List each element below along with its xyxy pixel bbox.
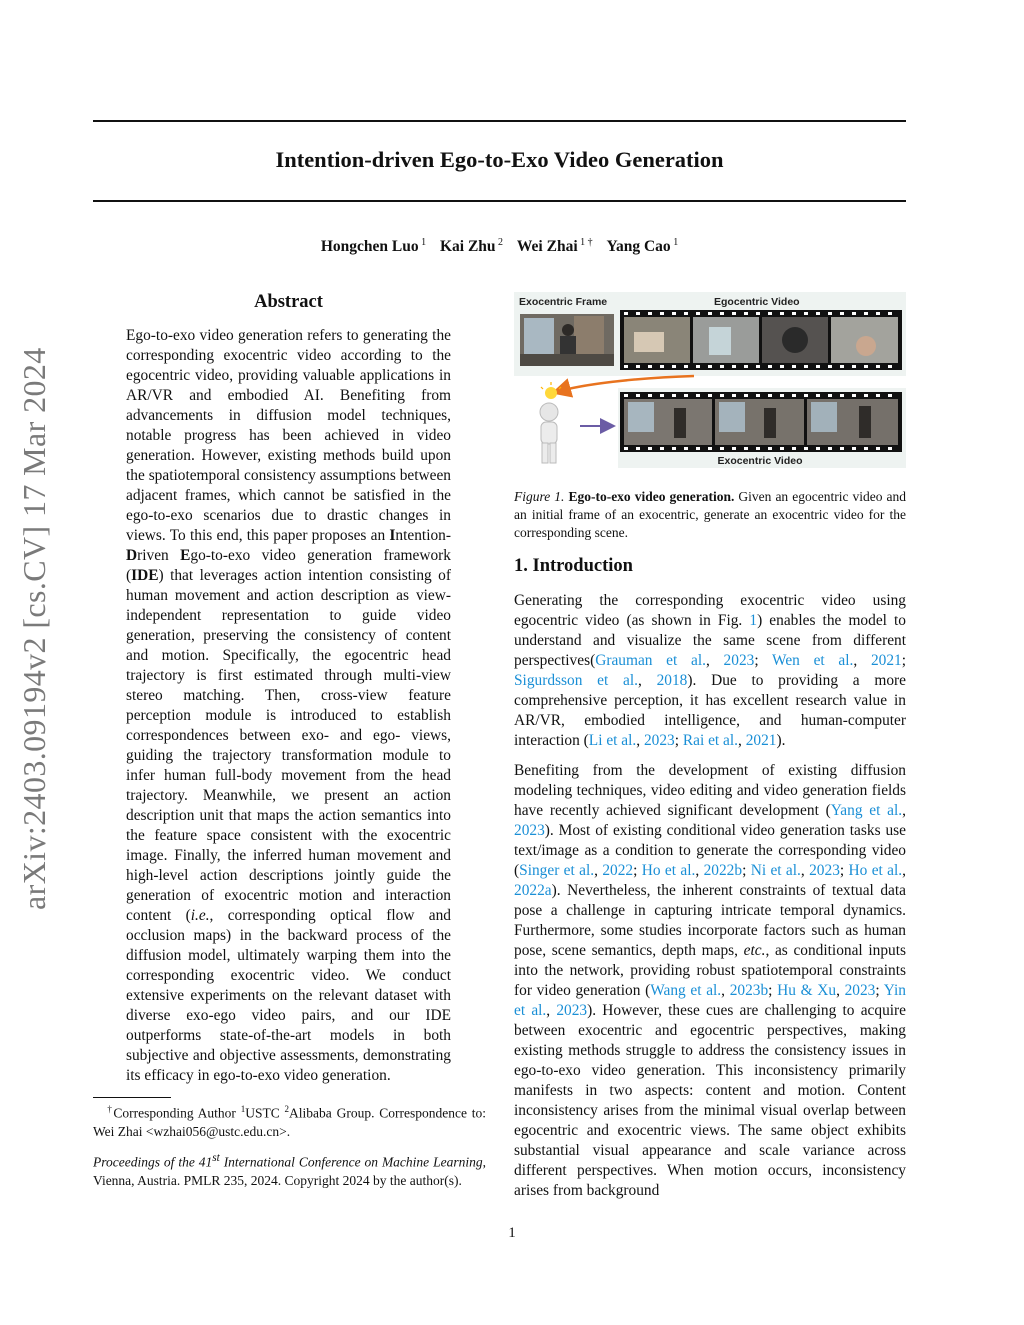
paragraph-text: , bbox=[721, 982, 730, 999]
author: Wei Zhai $^{1 \dagger}$ bbox=[516, 237, 593, 256]
paragraph-text: , bbox=[695, 862, 704, 879]
paragraph-text: ; bbox=[875, 982, 884, 999]
introduction-heading: 1. Introduction bbox=[514, 556, 633, 576]
citation-link[interactable]: 2023 bbox=[556, 1002, 588, 1019]
citation-link[interactable]: Yin et al. bbox=[514, 982, 906, 1019]
paragraph-text: ; bbox=[901, 652, 907, 669]
citation-link[interactable]: 1 bbox=[749, 612, 758, 629]
paragraph-text: ) enables the model to understand and visualize the same scene from different perspectives( bbox=[514, 612, 906, 669]
citation-link[interactable]: Hu & Xu bbox=[777, 982, 837, 999]
citation-link[interactable]: Singer et al. bbox=[519, 862, 595, 879]
citation-link[interactable]: 2021 bbox=[745, 732, 777, 749]
paragraph-text: ). Most of existing conditional video generation tasks use text/image as a condition to generate the corresponding video ( bbox=[514, 822, 906, 879]
italic-text: etc. bbox=[743, 942, 766, 959]
figure-1-caption: Figure 1. Ego-to-exo video generation. Given an egocentric video and an initial frame of an exocentric, generate an exocentric video for the corresponding scene. bbox=[514, 489, 906, 540]
title-bottom-rule bbox=[93, 200, 906, 202]
paragraph-text: , as conditional inputs into the network, providing robust spatiotemporal constraints for video generation ( bbox=[514, 942, 906, 999]
citation-link[interactable]: 2022a bbox=[514, 882, 552, 899]
paragraph-text: ; bbox=[768, 982, 778, 999]
paragraph-text: ; bbox=[674, 732, 683, 749]
egocentric-video-label: Egocentric Video bbox=[714, 296, 800, 308]
citation-link[interactable]: Wang et al. bbox=[650, 982, 722, 999]
abstract-heading: Abstract bbox=[254, 292, 323, 312]
exocentric-frame-label: Exocentric Frame bbox=[519, 296, 608, 308]
figure-1 bbox=[514, 292, 906, 468]
author: Kai Zhu $^2$ bbox=[439, 237, 504, 256]
intro-paragraph-1 bbox=[514, 591, 906, 751]
proceedings-footnote: Proceedings of the 41st International Conference on Machine Learning, Vienna, Austria. PMLR 235, 2024. Copyright 2024 by the author(s). bbox=[93, 1152, 486, 1188]
corresponding-author-footnote: †Corresponding Author $^1$USTC $^2$Alibaba Group. Correspondence to: Wei Zhai <wzhai056@ustc.edu.cn>. bbox=[93, 1104, 487, 1139]
paragraph-text: Generating the corresponding exocentric video using egocentric video (as shown in Fig. bbox=[514, 592, 906, 629]
citation-link[interactable]: Ho et al. bbox=[641, 862, 696, 879]
paragraph-text: , bbox=[594, 862, 603, 879]
egocentric-filmstrip bbox=[620, 310, 902, 370]
intro-paragraph-2 bbox=[514, 761, 906, 1201]
paragraph-text: ). Due to providing a more comprehensive perception, it has excellent research value in AR/VR, embodied intelligence, and human-computer interaction ( bbox=[514, 672, 906, 749]
citation-link[interactable]: Rai et al. bbox=[682, 732, 738, 749]
top-rule bbox=[93, 120, 906, 122]
footnote-rule bbox=[93, 1097, 171, 1098]
paragraph-text: , bbox=[737, 732, 746, 749]
citation-link[interactable]: Wen et al. bbox=[772, 652, 854, 669]
arxiv-stamp: arXiv:2403.09194v2 [cs.CV] 17 Mar 2024 bbox=[16, 347, 52, 910]
page-number: 1 bbox=[508, 1225, 516, 1241]
citation-link[interactable]: 2018 bbox=[656, 672, 688, 689]
paragraph-text: , bbox=[902, 862, 906, 879]
citation-link[interactable]: 2022b bbox=[703, 862, 743, 879]
paragraph-text: Benefiting from the development of existing diffusion modeling techniques, video editing and video generation fields have recently achieved significant development ( bbox=[514, 762, 906, 819]
paragraph-text: ; bbox=[839, 862, 849, 879]
paragraph-text: , bbox=[836, 982, 845, 999]
citation-link[interactable]: 2023 bbox=[723, 652, 755, 669]
citation-link[interactable]: 2021 bbox=[870, 652, 902, 669]
paragraph-text: ). However, these cues are challenging to acquire between exocentric and egocentric perspectives, making existing methods struggle to address the consistency issues in ego-to-exo video generation. This inconsistency primarily manifests in two aspects: content and motion. Content inconsistency arises from the minimal visual overlap between egocentric and exocentric views. The same object exhibits substantial visual appearance and scale variance across different perspectives. When motion occurs, inconsistency arises from background bbox=[514, 1002, 906, 1199]
citation-link[interactable]: 2023b bbox=[729, 982, 769, 999]
citation-link[interactable]: Yang et al. bbox=[830, 802, 903, 819]
paragraph-text: ; bbox=[633, 862, 642, 879]
citation-link[interactable]: Ho et al. bbox=[848, 862, 903, 879]
author-list bbox=[93, 237, 906, 256]
paragraph-text: , bbox=[902, 802, 906, 819]
citation-link[interactable]: 2023 bbox=[809, 862, 840, 879]
citation-link[interactable]: Li et al. bbox=[588, 732, 637, 749]
citation-link[interactable]: Grauman et al. bbox=[595, 652, 706, 669]
citation-link[interactable]: 2023 bbox=[643, 732, 675, 749]
abstract-body: Ego-to-exo video generation refers to generating the corresponding exocentric video according to the egocentric video, providing valuable applications in AR/VR and embodied AI. Benefiting from advancements in diffusion model techniques, notable progress has been achieved in video generation. However, existing methods build upon the spatiotemporal consistency assumptions between adjacent frames, which cannot be satisfied in the ego-to-exo scenarios due to drastic changes in views. To this end, this paper proposes an Intention-Driven Ego-to-exo video generation framework (IDE) that leverages action intention consisting of human movement and action description as view-independent representation to guide video generation, preserving the consistency of content and motion. Specifically, the egocentric head trajectory is first estimated through multi-view stereo matching. Then, cross-view feature perception module is introduced to establish correspondences between exo- and ego- views, guiding the trajectory transformation module to infer human full-body movement from the head trajectory. Meanwhile, we present an action description unit that maps the action semantics into the feature space consistent with the exocentric image. Finally, the inferred human movement and high-level action descriptions jointly guide the generation of exocentric motion and interaction content (i.e., corresponding optical flow and occlusion maps) in the backward process of the diffusion model, ultimately warping them into the corresponding exocentric video. We conduct extensive experiments on the relevant dataset with diverse exo-ego video pairs, and our IDE outperforms state-of-the-art models in both subjective and objective assessments, demonstrating its efficacy in ego-to-exo video generation. bbox=[126, 327, 451, 1084]
paper-title: Intention-driven Ego-to-Exo Video Generation bbox=[275, 147, 724, 172]
citation-link[interactable]: 2023 bbox=[844, 982, 876, 999]
exocentric-video-label: Exocentric Video bbox=[717, 455, 803, 467]
paragraph-text: , bbox=[636, 732, 644, 749]
paragraph-text: , bbox=[705, 652, 724, 669]
paragraph-text: , bbox=[800, 862, 810, 879]
citation-link[interactable]: 2022 bbox=[602, 862, 634, 879]
paragraph-text: ; bbox=[754, 652, 773, 669]
citation-link[interactable]: Sigurdsson et al. bbox=[514, 672, 638, 689]
author: Hongchen Luo $^1$ bbox=[320, 237, 427, 256]
citation-link[interactable]: Ni et al. bbox=[750, 862, 801, 879]
paragraph-text: , bbox=[637, 672, 657, 689]
paragraph-text: ; bbox=[742, 862, 751, 879]
paragraph-text: , bbox=[546, 1002, 557, 1019]
paragraph-text: , bbox=[853, 652, 871, 669]
paragraph-text: ). bbox=[776, 732, 786, 749]
citation-link[interactable]: 2023 bbox=[514, 822, 545, 839]
thinking-person-icon bbox=[540, 403, 558, 463]
paragraph-text: ). Nevertheless, the inherent constraints of textual data pose a challenge in capturing intricate temporal dynamics. Furthermore, some studies incorporate factors such as human pose, scene semantics, depth maps, bbox=[514, 882, 906, 959]
exocentric-frame-image bbox=[520, 314, 614, 366]
author: Yang Cao $^1$ bbox=[606, 237, 679, 256]
